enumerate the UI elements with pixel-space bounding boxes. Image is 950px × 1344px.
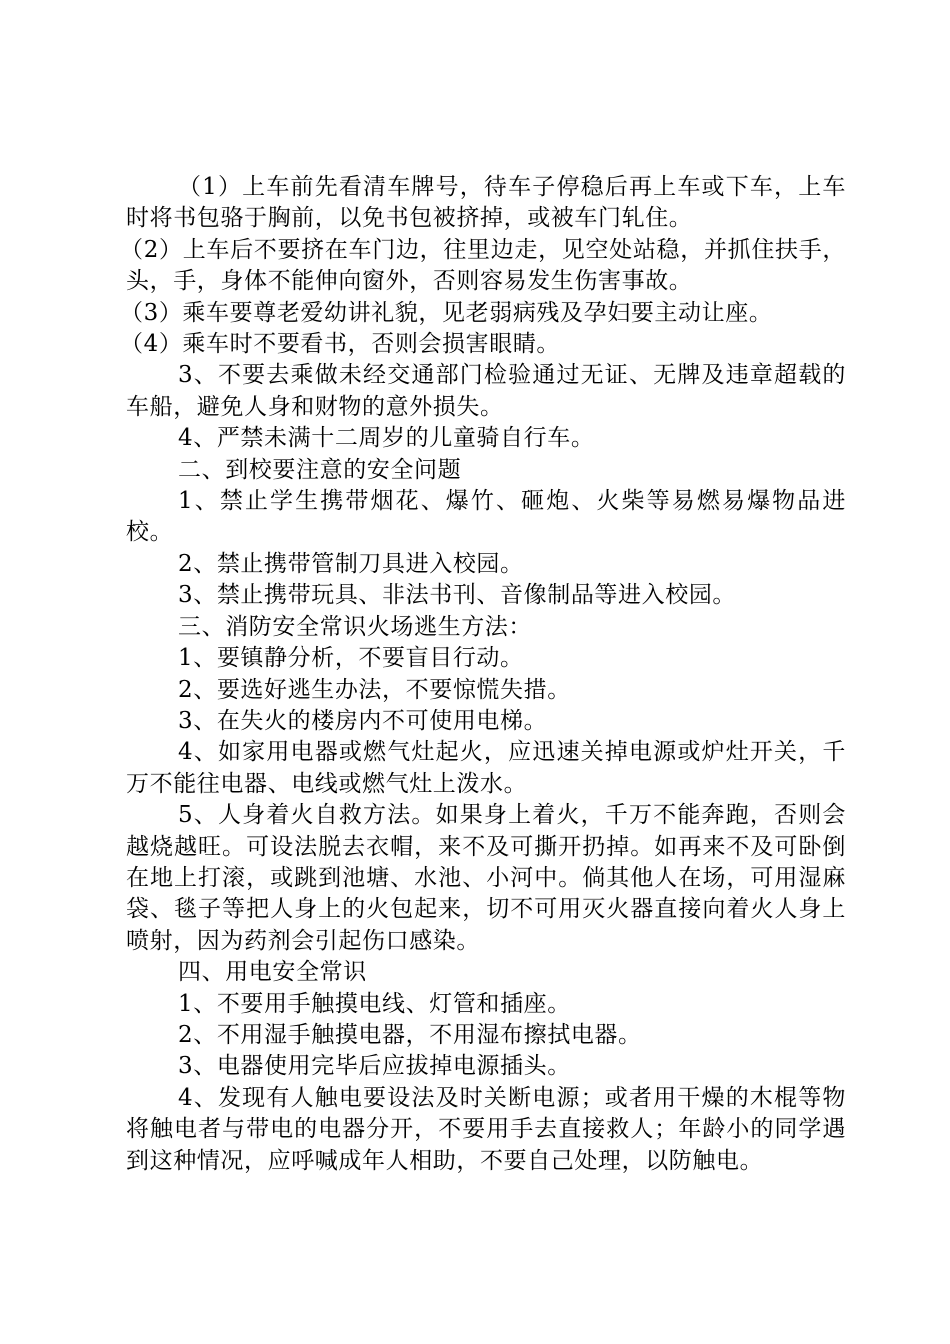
document-body [120, 172, 846, 1177]
paragraph-2: （2）上车后不要挤在车门边，往里边走，见空处站稳，并抓住扶手，头，手，身体不能伸向窗外，否则容易发生伤害事故。 [120, 236, 846, 295]
paragraph-10: 3、禁止携带玩具、非法书刊、音像制品等进入校园。 [178, 582, 737, 609]
paragraph-4: （4）乘车时不要看书，否则会损害眼睛。 [120, 331, 561, 358]
paragraph-9: 2、禁止携带管制刀具进入校园。 [178, 550, 524, 577]
paragraph-16: 5、人身着火自救方法。如果身上着火，千万不能奔跑，否则会越烧越旺。可设法脱去衣帽，来不及可撕开扔掉。如再来不及可卧倒在地上打滚，或跳到池塘、水池、小河中。倘其他人在场，可用湿麻袋、毯子等把人身上的火包起来，切不可用灭火器直接向着火人身上喷射，因为药剂会引起伤口感染。 [126, 802, 846, 954]
paragraph-1: （1）上车前先看清车牌号，待车子停稳后再上车或下车，上车时将书包骆于胸前，以免书包被挤掉，或被车门轧住。 [126, 174, 846, 232]
section-heading-4: 四、用电安全常识 [178, 959, 367, 986]
paragraph-5: 3、不要去乘做未经交通部门检验通过无证、无牌及违章超载的车船，避免人身和财物的意外损失。 [126, 362, 846, 420]
paragraph-21: 4、发现有人触电要设法及时关断电源；或者用干燥的木棍等物将触电者与带电的电器分开，不要用手去直接救人；年龄小的同学遇到这种情况，应呼喊成年人相助，不要自己处理，以防触电。 [126, 1084, 846, 1174]
paragraph-18: 1、不要用手触摸电线、灯管和插座。 [178, 990, 571, 1017]
paragraph-6: 4、严禁未满十二周岁的儿童骑自行车。 [178, 425, 595, 452]
section-heading-2: 二、到校要注意的安全问题 [178, 456, 462, 483]
paragraph-12: 1、要镇静分析，不要盲目行动。 [178, 645, 524, 672]
section-heading-3: 三、消防安全常识火场逃生方法： [178, 613, 532, 640]
paragraph-15: 4、如家用电器或燃气灶起火，应迅速关掉电源或炉灶开关，千万不能往电器、电线或燃气灶上泼水。 [126, 739, 846, 797]
paragraph-19: 2、不用湿手触摸电器，不用湿布擦拭电器。 [178, 1021, 642, 1048]
paragraph-3: （3）乘车要尊老爱幼讲礼貌，见老弱病残及孕妇要主动让座。 [120, 299, 773, 326]
paragraph-8: 1、禁止学生携带烟花、爆竹、砸炮、火柴等易燃易爆物品进校。 [126, 488, 846, 546]
paragraph-13: 2、要选好逃生办法，不要惊慌失措。 [178, 676, 571, 703]
paragraph-14: 3、在失火的楼房内不可使用电梯。 [178, 707, 548, 734]
paragraph-20: 3、电器使用完毕后应拔掉电源插头。 [178, 1053, 571, 1080]
